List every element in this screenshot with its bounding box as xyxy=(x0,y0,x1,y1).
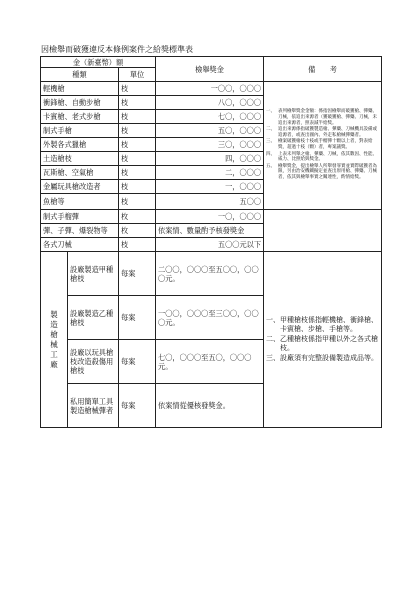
factory-label-char: 槍 xyxy=(50,329,58,339)
remarks-blank-cell xyxy=(264,210,382,252)
row-reward: 三〇，〇〇〇 xyxy=(156,138,264,152)
row-unit: 枝 xyxy=(119,96,156,110)
factory-note-text: 乙種槍枝係指甲種以外之各式槍枝。 xyxy=(280,334,379,353)
factory-label-char: 工 xyxy=(50,349,58,359)
factory-unit: 每案 xyxy=(119,296,156,340)
factory-label-char: 械 xyxy=(50,339,58,349)
factory-kind: 設廠以玩具槍枝改造殺傷用槍枝 xyxy=(68,340,119,384)
row-unit: 枝 xyxy=(119,180,156,194)
factory-label-char: 製 xyxy=(50,309,58,319)
row-reward: 五〇〇元以下 xyxy=(156,238,264,252)
row-reward: 四，〇〇〇 xyxy=(156,152,264,166)
header-remarks: 備 考 xyxy=(264,57,382,82)
header-reward: 檢舉獎金 xyxy=(156,57,264,82)
remark-item xyxy=(266,109,379,126)
table-row xyxy=(41,210,382,224)
factory-note-text: 設廠須有完整設備製造成品等。 xyxy=(280,353,379,362)
factory-kind: 設廠製造甲種槍枝 xyxy=(68,252,119,296)
factory-section-label xyxy=(41,252,68,428)
remark-item xyxy=(266,152,379,163)
factory-reward: 依案情從優核發獎金。 xyxy=(156,384,264,428)
row-reward: 依案情、數量酌予核發獎金 xyxy=(156,224,264,238)
header-kind: 種類 xyxy=(41,68,119,82)
row-reward: 一，〇〇〇 xyxy=(156,180,264,194)
row-kind: 彈、子彈、爆裂物等 xyxy=(41,224,119,238)
row-kind: 土造槍枝 xyxy=(41,152,119,166)
remark-item xyxy=(266,127,379,138)
row-kind: 輕機槍 xyxy=(41,82,119,96)
factory-note-number: 一、 xyxy=(266,315,281,324)
remark-number: 五、 xyxy=(266,163,276,169)
row-reward: 一〇〇，〇〇〇 xyxy=(156,82,264,96)
remark-number: 四、 xyxy=(266,151,276,157)
factory-unit: 每案 xyxy=(119,340,156,384)
header-unit: 單位 xyxy=(119,68,156,82)
remark-text: 檢案破獲槍枝十枝或手榴彈十顆以上者，對表給獎，超過十枝（顆）者，專案議獎。 xyxy=(278,139,373,150)
row-unit: 枝 xyxy=(119,152,156,166)
factory-label-char: 廠 xyxy=(50,359,58,369)
remark-text: 上表未列舉之槍、彈藥、刀械，依其數因、性能、威力、比照給與獎金。 xyxy=(278,151,378,163)
factory-note-item xyxy=(266,316,379,335)
factory-reward: 一〇〇，〇〇〇至三〇〇，〇〇〇元。 xyxy=(156,296,264,340)
row-unit: 枝 xyxy=(119,194,156,210)
factory-kind: 私用簡單工具製造槍械彈者 xyxy=(68,384,119,428)
row-unit: 枝 xyxy=(119,138,156,152)
factory-kind: 設廠製造乙種槍枝 xyxy=(68,296,119,340)
remark-text: 追出來源係指破獲製造槍、彈藥、刀械機具設備或追源者，或查出國內、外走私槍械彈藥者。 xyxy=(278,127,378,138)
remarks-cell xyxy=(264,82,382,210)
row-kind: 卡賓槍、老式步槍 xyxy=(41,110,119,124)
row-unit: 枝 xyxy=(119,166,156,180)
row-kind: 金屬玩具槍改造者 xyxy=(41,180,119,194)
factory-note-number: 二、 xyxy=(266,334,281,343)
row-kind: 瓦斯槍、空氣槍 xyxy=(41,166,119,180)
row-reward: 五〇〇 xyxy=(156,194,264,210)
factory-row xyxy=(41,252,382,296)
row-kind: 外製各式獵槍 xyxy=(41,138,119,152)
row-kind: 各式刀械 xyxy=(41,238,119,252)
row-kind: 制式手榴彈 xyxy=(41,210,119,224)
factory-unit: 每案 xyxy=(119,252,156,296)
document-title: 因檢舉而破獲違反本條例案件之給獎標準表 xyxy=(41,45,193,54)
remark-number: 一、 xyxy=(266,109,276,115)
row-unit: 枝 xyxy=(119,110,156,124)
row-unit: 枝 xyxy=(119,82,156,96)
table-row xyxy=(41,82,382,96)
remark-number: 二、 xyxy=(266,127,276,133)
row-unit: 枝 xyxy=(119,124,156,138)
factory-note-item xyxy=(266,335,379,354)
row-kind: 魚槍等 xyxy=(41,194,119,210)
header-amount-unit: 金（新臺幣）額 xyxy=(41,57,156,68)
row-reward: 五〇，〇〇〇 xyxy=(156,124,264,138)
row-unit: 枚 xyxy=(119,224,156,238)
reward-standards-table xyxy=(40,56,382,428)
remark-item xyxy=(266,139,379,150)
remark-text: 表列檢舉獎金金額：係指因檢舉而破獲槍、彈藥、刀械，依追出來源者（獲破獲槍、彈藥、刀械，未追出來源者，照表減半給獎。 xyxy=(278,109,378,126)
row-unit: 枚 xyxy=(119,210,156,224)
row-unit: 枝 xyxy=(119,238,156,252)
row-reward: 二，〇〇〇 xyxy=(156,166,264,180)
remark-text: 檢舉獎金，提出檢舉人所舉發罪實並實際破獲者為限，另由治安機關擬定並查出原用槍、彈藥、刀械者，依其與檢舉事實之關連性，酌情給獎。 xyxy=(278,163,378,180)
row-reward: 七〇，〇〇〇 xyxy=(156,110,264,124)
row-kind: 衝鋒槍、自動步槍 xyxy=(41,96,119,110)
row-kind: 制式手槍 xyxy=(41,124,119,138)
row-reward: 一〇，〇〇〇 xyxy=(156,210,264,224)
factory-notes-cell xyxy=(264,252,382,428)
factory-reward: 二〇〇，〇〇〇至五〇〇，〇〇〇元。 xyxy=(156,252,264,296)
factory-unit: 每案 xyxy=(119,384,156,428)
remark-item xyxy=(266,164,379,181)
factory-label-char: 造 xyxy=(50,319,58,329)
factory-note-text: 甲種槍枝係指輕機槍、衝鋒槍、卡賓槍、步槍、手槍等。 xyxy=(280,315,379,334)
remark-number: 三、 xyxy=(266,139,276,145)
factory-note-number: 三、 xyxy=(266,353,281,362)
row-reward: 八〇，〇〇〇 xyxy=(156,96,264,110)
factory-note-item xyxy=(266,354,379,364)
factory-reward: 七〇，〇〇〇至五〇，〇〇〇元。 xyxy=(156,340,264,384)
